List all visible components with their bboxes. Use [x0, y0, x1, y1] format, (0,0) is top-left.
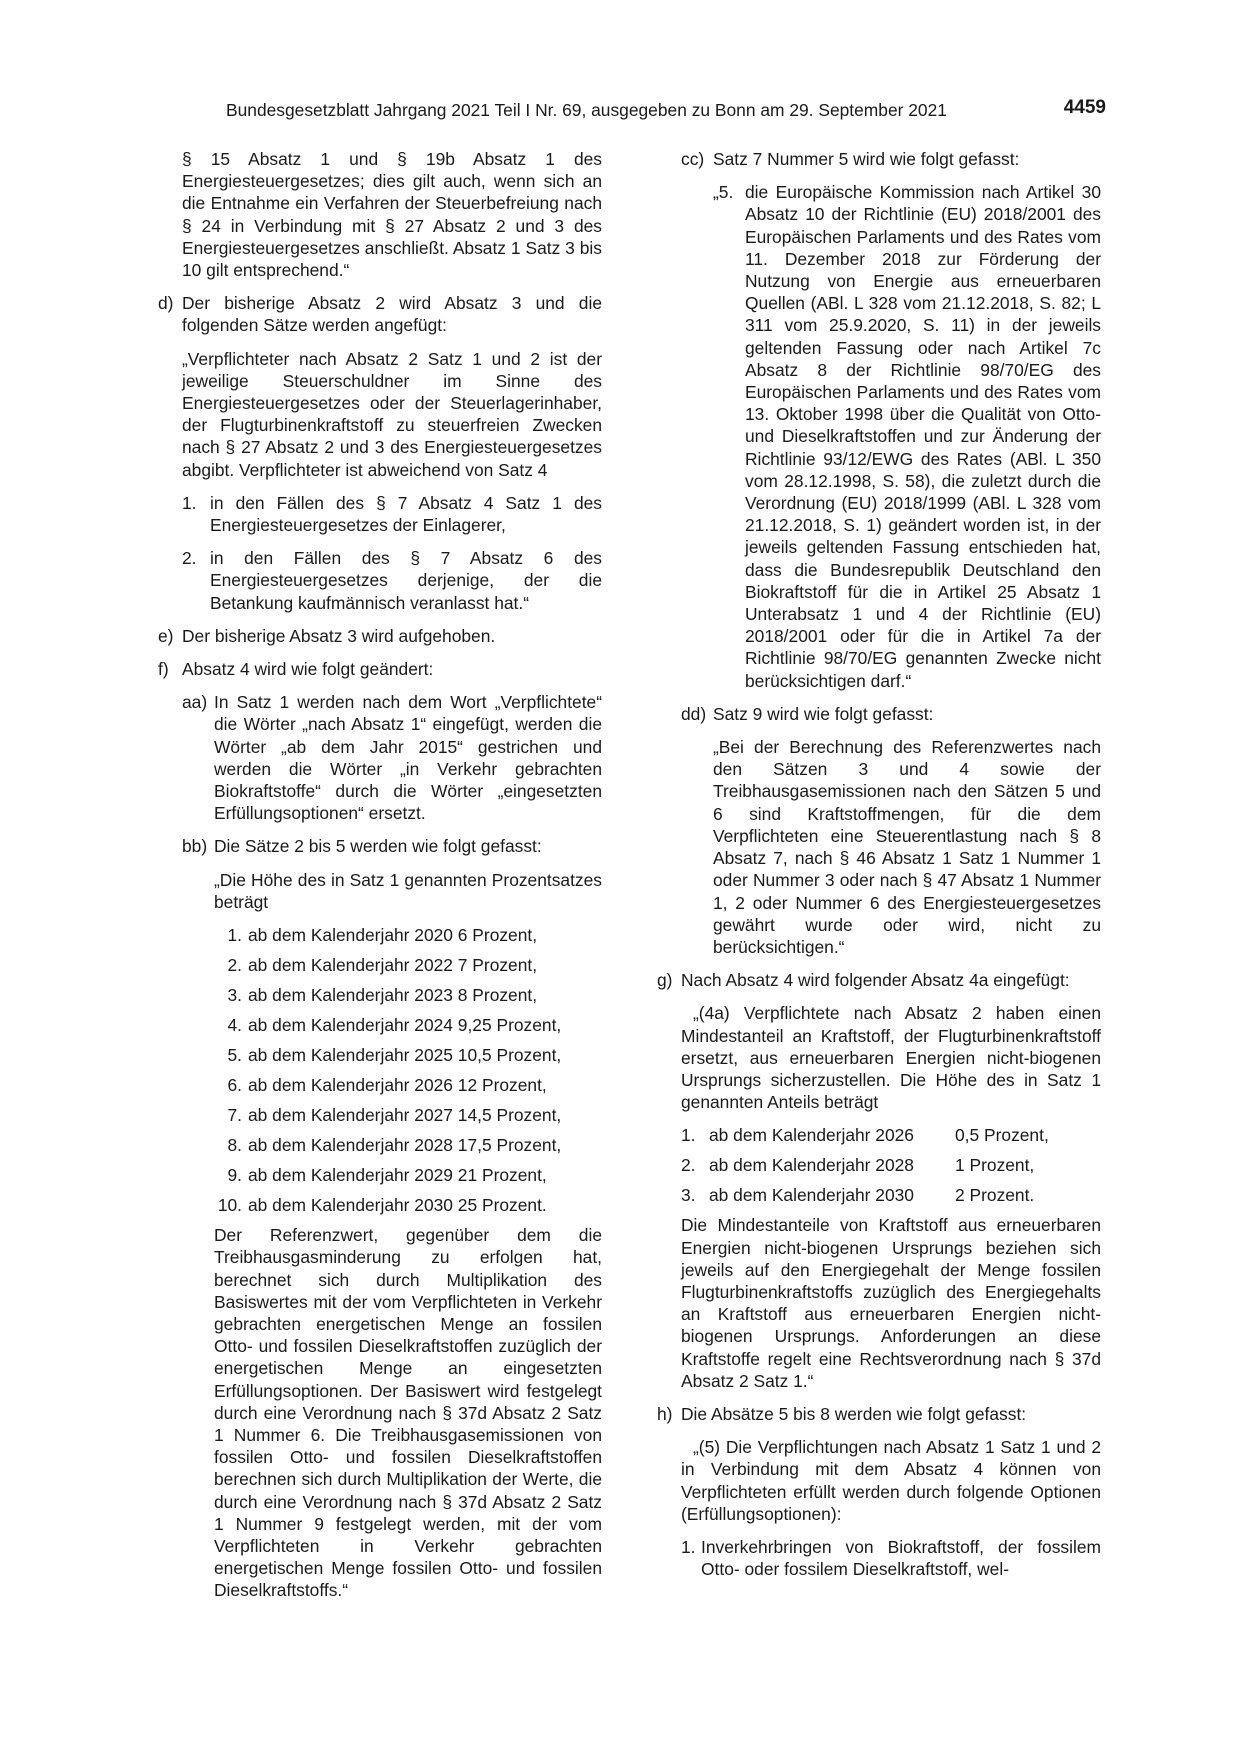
list-item [214, 954, 602, 976]
right-column [657, 148, 1101, 1591]
reference-value-paragraph: Der Referenzwert, gegenüber dem die Treibhausgasminderung zu erfolgen hat, berechnet sich durch Multiplikation des Basiswertes mit der vom Verpflichteten in Verkehr gebrachten energetischen Menge an fossilen Otto- und fossilen Dieselkraftstoffen zuzüglich der energetischen Menge an eingesetzten Erfüllungsoptionen. Der Basiswert wird festgelegt durch eine Verordnung nach § 37d Absatz 2 Satz 1 Nummer 6. Die Treibhausgasemissionen von fossilen Otto- und fossilen Dieselkraftstoffen berechnen sich durch Multiplikation der Werte, die durch eine Verordnung nach § 37d Absatz 2 Satz 1 Nummer 9 festgelegt werden, mit der vom Verpflichteten in Verkehr gebrachten energetischen Menge fossilen Otto- und fossilen Dieselkraftstoffs.“ [214, 1225, 602, 1601]
item-bb [158, 835, 602, 857]
list-item [657, 1184, 1101, 1206]
list-item-marker: 3. [227, 985, 242, 1006]
list-item-marker: 4. [227, 1015, 242, 1036]
list-item-text: ab dem Kalenderjahr 2024 9,25 Prozent, [248, 1015, 562, 1036]
item-g-quote: „(4a) Verpflichtete nach Absatz 2 haben einen Mindestanteil an Kraftstoff, der Flugturbinenkraftstoff ersetzt, aus erneuerbaren Energien nicht-biogenen Ursprungs sicherzustellen. Die Höhe des in Satz 1 genannten Anteils beträgt [681, 1003, 1101, 1113]
list-item-text: ab dem Kalenderjahr 2025 10,5 Prozent, [248, 1045, 562, 1066]
item-h-1 [657, 1536, 1101, 1580]
list-item-marker: 1. [681, 1125, 696, 1146]
list-item-marker: 8. [227, 1135, 242, 1156]
item-h-1-text: Inverkehrbringen von Biokraftstoff, der fossilem Otto- oder fossilem Dieselkraftstoff, wel- [701, 1536, 1101, 1580]
item-cc [657, 148, 1101, 170]
list-item [657, 1124, 1101, 1146]
item-dd-quote: „Bei der Berechnung des Referenzwertes nach den Sätzen 3 und 4 sowie der Treibhausgasemissionen nach den Sätzen 5 und 6 sind Kraftstoffmengen, für die dem Verpflichteten eine Steuerentlastung nach § 8 Absatz 7, nach § 46 Absatz 1 Satz 1 Nummer 1 oder Nummer 3 oder nach § 47 Absatz 1 Nummer 1, 2 oder Nummer 6 des Energiesteuergesetzes gewährt wurde oder wird, nicht zu berücksichtigen.“ [713, 737, 1101, 957]
item-bb-text: Die Sätze 2 bis 5 werden wie folgt gefasst: [214, 836, 542, 857]
list-item-text: ab dem Kalenderjahr 2023 8 Prozent, [248, 985, 538, 1006]
item-g-after: Die Mindestanteile von Kraftstoff aus erneuerbaren Energien nicht-biogenen Ursprungs beziehen sich jeweils auf den Energiegehalt der Menge fossilen Flugturbinenkraftstoffs zuzüglich des Energiegehalts an Kraftstoff aus erneuerbaren Energien nicht-biogenen Ursprungs. Anforderungen an diese Kraftstoffe regelt eine Rechtsverordnung nach § 37d Absatz 2 Satz 1.“ [681, 1215, 1101, 1391]
item-d-1 [158, 492, 602, 536]
list-item-marker: 2. [227, 955, 242, 976]
item-aa-text: In Satz 1 werden nach dem Wort „Verpflichtete“ die Wörter „nach Absatz 1“ eingefügt, werden die Wörter „ab dem Jahr 2015“ gestrichen und werden die Wörter „in Verkehr gebrachten Biokraftstoffe“ durch die Wörter „eingesetzten Erfüllungsoptionen“ ersetzt. [214, 692, 602, 824]
item-d [158, 292, 602, 336]
list-item-value: 1 Prozent, [955, 1155, 1035, 1176]
item-cc-5-marker: „5. [713, 182, 734, 203]
item-cc-5 [657, 181, 1101, 692]
item-d-1-marker: 1. [182, 492, 197, 513]
list-item-marker: 2. [681, 1155, 696, 1176]
item-dd-text: Satz 9 wird wie folgt gefasst: [713, 703, 934, 724]
list-item-year: ab dem Kalenderjahr 2030 [709, 1185, 914, 1206]
list-item [657, 1154, 1101, 1176]
list-item-value: 2 Prozent. [955, 1185, 1035, 1206]
list-item-marker: 3. [681, 1185, 696, 1206]
item-f-marker: f) [158, 659, 169, 680]
item-g-text: Nach Absatz 4 wird folgender Absatz 4a eingefügt: [681, 970, 1070, 991]
item-h [657, 1403, 1101, 1425]
list-item [214, 1014, 602, 1036]
item-d-2 [158, 547, 602, 614]
list-item-marker: 7. [227, 1105, 242, 1126]
list-item-year: ab dem Kalenderjahr 2026 [709, 1125, 914, 1146]
item-dd [657, 703, 1101, 725]
item-d-1-text: in den Fällen des § 7 Absatz 4 Satz 1 des Energiesteuergesetzes der Einlagerer, [210, 492, 602, 536]
item-bb-quote: „Die Höhe des in Satz 1 genannten Prozentsatzes beträgt [214, 869, 602, 912]
list-item [214, 984, 602, 1006]
list-item-marker: 5. [227, 1045, 242, 1066]
item-d-2-text: in den Fällen des § 7 Absatz 6 des Energiesteuergesetzes derjenige, der die Betankung kaufmännisch veranlasst hat.“ [210, 548, 602, 613]
list-item-text: ab dem Kalenderjahr 2020 6 Prozent, [248, 925, 538, 946]
list-item [214, 924, 602, 946]
item-e [158, 625, 602, 647]
list-item-text: ab dem Kalenderjahr 2026 12 Prozent, [248, 1075, 547, 1096]
list-item [214, 1074, 602, 1096]
gazette-title: Bundesgesetzblatt Jahrgang 2021 Teil I Nr. 69, ausgegeben zu Bonn am 29. September 2021 [226, 100, 947, 120]
list-item-marker: 10. [217, 1195, 242, 1216]
list-item-text: ab dem Kalenderjahr 2022 7 Prozent, [248, 955, 538, 976]
continued-paragraph: § 15 Absatz 1 und § 19b Absatz 1 des Energiesteuergesetzes; dies gilt auch, wenn sich an die Entnahme ein Verfahren der Steuerbefreiung nach § 24 in Verbindung mit § 27 Absatz 2 und 3 des Energiesteuergesetzes anschließt. Absatz 1 Satz 3 bis 10 gilt entsprechend.“ [182, 149, 602, 281]
item-e-marker: e) [158, 625, 174, 646]
list-item-text: ab dem Kalenderjahr 2029 21 Prozent, [248, 1165, 547, 1186]
item-cc-marker: cc) [681, 149, 705, 169]
item-h-text: Die Absätze 5 bis 8 werden wie folgt gefasst: [681, 1403, 1027, 1424]
item-h-marker: h) [657, 1403, 673, 1424]
list-item-year: ab dem Kalenderjahr 2028 [709, 1155, 914, 1176]
list-item [214, 1044, 602, 1066]
item-f [158, 658, 602, 680]
share-list [657, 1124, 1101, 1206]
list-item [214, 1134, 602, 1156]
left-column [158, 148, 602, 1613]
item-d-marker: d) [158, 293, 174, 314]
item-g-marker: g) [657, 970, 673, 991]
list-item-marker: 6. [227, 1075, 242, 1096]
list-item [214, 1164, 602, 1186]
item-g [657, 969, 1101, 991]
item-aa-marker: aa) [182, 692, 208, 713]
item-aa [158, 691, 602, 824]
item-d-text: Der bisherige Absatz 2 wird Absatz 3 und die folgenden Sätze werden angefügt: [182, 293, 602, 336]
list-item-value: 0,5 Prozent, [955, 1125, 1049, 1146]
item-h-1-marker: 1. [681, 1536, 696, 1557]
percentage-list [214, 924, 602, 1216]
list-item-text: ab dem Kalenderjahr 2030 25 Prozent. [248, 1195, 547, 1216]
item-cc-5-text: die Europäische Kommission nach Artikel 30 Absatz 10 der Richtlinie (EU) 2018/2001 des Europäischen Parlaments und des Rates vom 11. Dezember 2018 zur Förderung der Nutzung von Energie aus erneuerbaren Quellen (ABl. L 328 vom 21.12.2018, S. 82; L 311 vom 25.9.2020, S. 11) in der jeweils geltenden Fassung oder nach Artikel 7c Absatz 8 der Richtlinie 98/70/EG des Europäischen Parlaments und des Rates vom 13. Oktober 1998 über die Qualität von Otto- und Dieselkraftstoffen und zur Änderung der Richtlinie 93/12/EWG des Rates (ABl. L 350 vom 28.12.1998, S. 58), die zuletzt durch die Verordnung (EU) 2018/1999 (ABl. L 328 vom 21.12.2018, S. 1) geändert worden ist, in der jeweils geltenden Fassung entschieden hat, dass die Bundesrepublik Deutschland den Biokraftstoff für die in Artikel 25 Absatz 1 Unterabsatz 1 und 4 der Richtlinie (EU) 2018/2001 oder für die in Artikel 7a der Richtlinie 98/70/EG genannten Zwecke nicht berücksichtigen darf.“ [745, 182, 1101, 691]
item-dd-marker: dd) [681, 703, 707, 724]
list-item-text: ab dem Kalenderjahr 2027 14,5 Prozent, [248, 1105, 562, 1126]
list-item-marker: 9. [227, 1165, 242, 1186]
item-h-quote: „(5) Die Verpflichtungen nach Absatz 1 Satz 1 und 2 in Verbindung mit dem Absatz 4 können von Verpflichteten erfüllt werden durch folgende Optionen (Erfüllungsoptionen): [681, 1437, 1101, 1524]
item-cc-text: Satz 7 Nummer 5 wird wie folgt gefasst: [713, 149, 1020, 169]
item-bb-marker: bb) [182, 836, 208, 857]
page-header [226, 99, 1106, 125]
page-number: 4459 [1063, 97, 1106, 118]
list-item-marker: 1. [227, 925, 242, 946]
item-d-2-marker: 2. [182, 548, 197, 569]
item-e-text: Der bisherige Absatz 3 wird aufgehoben. [182, 625, 496, 646]
list-item-text: ab dem Kalenderjahr 2028 17,5 Prozent, [248, 1135, 562, 1156]
item-f-text: Absatz 4 wird wie folgt geändert: [182, 659, 434, 680]
item-d-quote: „Verpflichteter nach Absatz 2 Satz 1 und 2 ist der jeweilige Steuerschuldner im Sinne des Energiesteuergesetzes oder der Steuerlagerinhaber, der Flugturbinenkraftstoff zu steuerfreien Zwecken nach § 27 Absatz 2 und 3 des Energiesteuergesetzes abgibt. Verpflichteter ist abweichend von Satz 4 [182, 348, 602, 480]
list-item [214, 1194, 602, 1216]
list-item [214, 1104, 602, 1126]
